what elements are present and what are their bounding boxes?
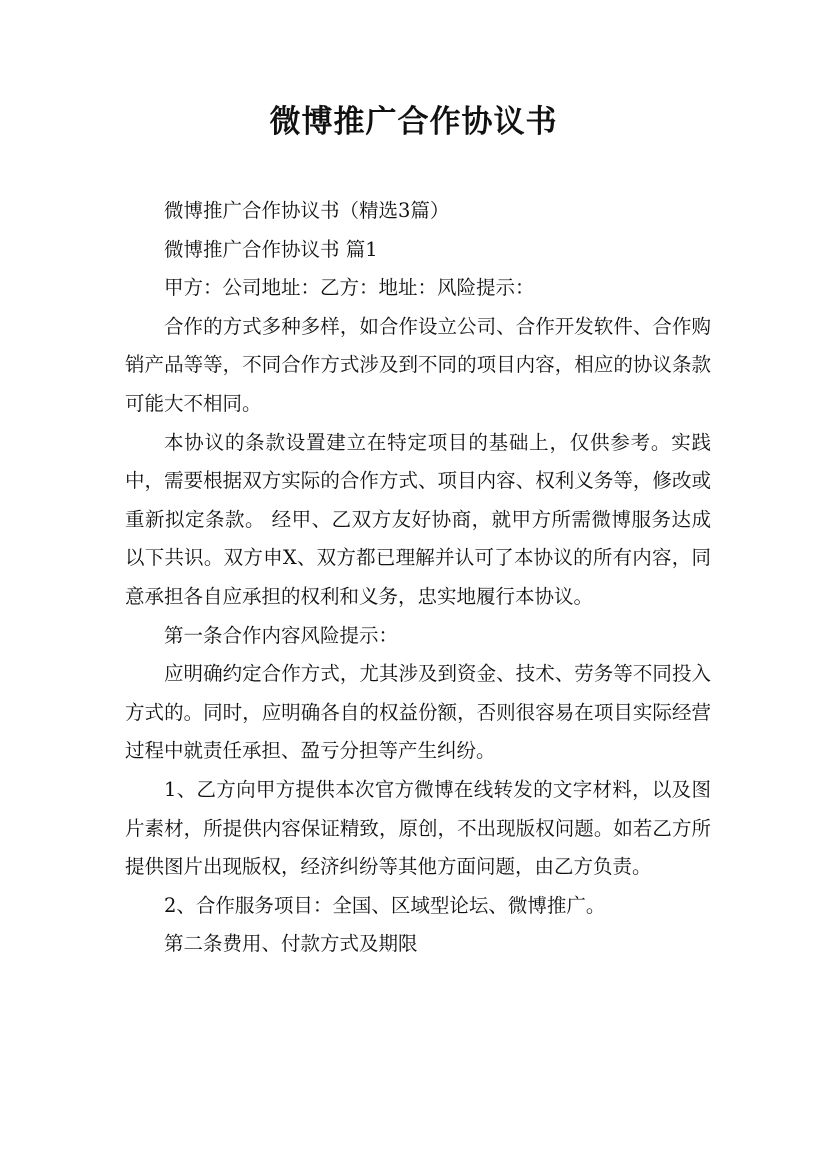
- paragraph-subtitle: 微博推广合作协议书（精选3篇）: [164, 199, 450, 222]
- paragraph-cooperation-methods: 合作的方式多种多样，如合作设立公司、合作开发软件、合作购销产品等等，不同合作方式涉及到不同的项目内容，相应的协议条款可能大不相同。: [125, 314, 711, 415]
- paragraph-agreement-basis: 本协议的条款设置建立在特定项目的基础上，仅供参考。实践中，需要根据双方实际的合作方式、项目内容、权利义务等，修改或重新拟定条款。 经甲、乙双方友好协商，就甲方所需微博服务达成以下共识。双方申X、双方都已理解并认可了本协议的所有内容，同意承担各自应承担的权利和义务，忠实地履行本协议。: [125, 430, 711, 608]
- paragraph-clause-2: 2、合作服务项目：全国、区域型论坛、微博推广。: [164, 893, 606, 917]
- paragraph-section-heading: 微博推广合作协议书 篇1: [164, 237, 378, 261]
- paragraph-article-one-risk: 应明确约定合作方式，尤其涉及到资金、技术、劳务等不同投入方式的。同时，应明确各自的权益份额，否则很容易在项目实际经营过程中就责任承担、盈亏分担等产生纠纷。: [125, 662, 711, 763]
- paragraph-article-one-heading: 第一条合作内容风险提示：: [164, 623, 399, 647]
- document-title: 微博推广合作协议书: [269, 104, 558, 140]
- document-body: [125, 192, 711, 964]
- paragraph-article-two-heading: 第二条费用、付款方式及期限: [164, 932, 418, 956]
- paragraph-parties: 甲方：公司地址：乙方：地址：风险提示：: [164, 276, 535, 300]
- paragraph-clause-1: 1、乙方向甲方提供本次官方微博在线转发的文字材料，以及图片素材，所提供内容保证精致，原创，不出现版权问题。如若乙方所提供图片出现版权，经济纠纷等其他方面问题，由乙方负责。: [125, 777, 711, 879]
